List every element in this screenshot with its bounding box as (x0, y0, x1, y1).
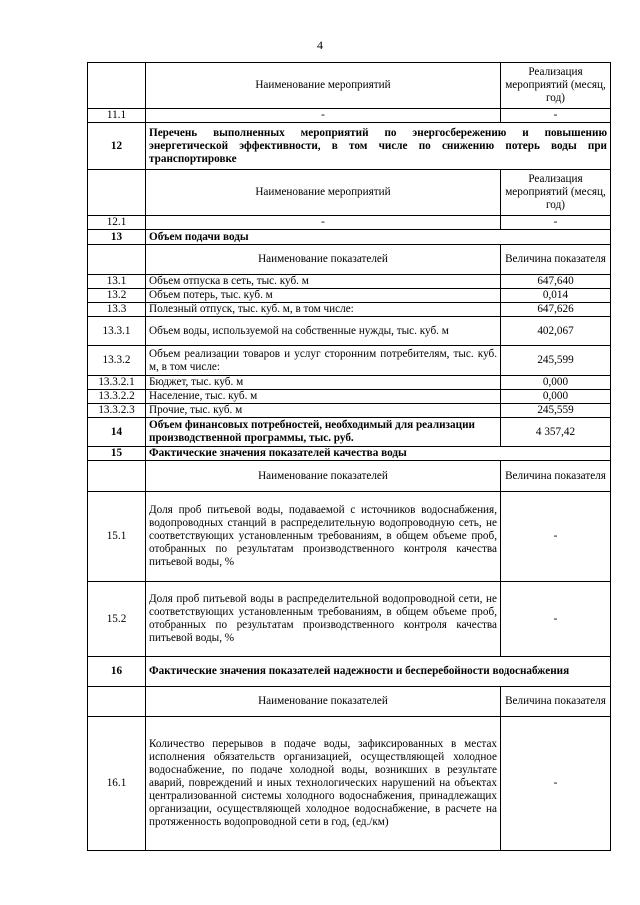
row-value: - (501, 216, 611, 230)
report-table (87, 62, 611, 851)
row-number: 13.3 (88, 303, 146, 317)
row-number: 12.1 (88, 216, 146, 230)
header-row-measures (88, 63, 611, 109)
row-value: 647,640 (501, 275, 611, 289)
section-row (88, 123, 611, 170)
row-text: Количество перерывов в подаче воды, зафиксированных в местах исполнения обязательств организацией, осуществляющей холодное водоснабжение, по подаче холодной воды, возникших в результате аварий, повреждений и иных технологических нарушений на объектах централизованной системы холодного водоснабжения, принадлежащих организации, осуществляющей холодное водоснабжение, в расчете на протяженность водопроводной сети в год, (ед./км) (146, 717, 501, 851)
table-row (88, 346, 611, 376)
row-text: Прочие, тыс. куб. м (146, 404, 501, 418)
row-number: 11.1 (88, 109, 146, 123)
section-number: 15 (88, 447, 146, 461)
row-text: Бюджет, тыс. куб. м (146, 376, 501, 390)
row-text: Доля проб питьевой воды, подаваемой с источников водоснабжения, водопроводных станций в распределительную водопроводную сеть, не соответствующих установленным требованиям, в общем объеме проб, отобранных по результатам производственного контроля качества питьевой воды, % (146, 492, 501, 582)
row-text: Полезный отпуск, тыс. куб. м, в том числе: (146, 303, 501, 317)
section-title: Объем подачи воды (146, 230, 611, 245)
section-title: Фактические значения показателей надежности и бесперебойности водоснабжения (146, 657, 611, 687)
row-value: - (501, 582, 611, 657)
row-text: Население, тыс. куб. м (146, 390, 501, 404)
table-row (88, 582, 611, 657)
header-indicator-value: Величина показателя (501, 687, 611, 717)
header-measure-impl: Реализация мероприятий (месяц, год) (501, 170, 611, 216)
header-measure-name: Наименование мероприятий (146, 170, 501, 216)
page-number: 4 (317, 38, 323, 52)
table-row (88, 717, 611, 851)
row-number: 15.1 (88, 492, 146, 582)
row-text: Объем потерь, тыс. куб. м (146, 289, 501, 303)
section-number: 14 (88, 418, 146, 447)
row-text: Объем отпуска в сеть, тыс. куб. м (146, 275, 501, 289)
section-number: 16 (88, 657, 146, 687)
header-measure-name: Наименование мероприятий (146, 63, 501, 109)
section-row (88, 657, 611, 687)
row-value: 647,626 (501, 303, 611, 317)
row-text: - (146, 109, 501, 123)
section-title: Перечень выполненных мероприятий по энергосбережению и повышению энергетической эффективности, в том числе по снижению потерь воды при транспортировке (146, 123, 611, 170)
row-number: 16.1 (88, 717, 146, 851)
row-text: - (146, 216, 501, 230)
header-row-indicators (88, 245, 611, 275)
table-row (88, 275, 611, 289)
header-empty-cell (88, 170, 146, 216)
section-value: 4 357,42 (501, 418, 611, 447)
row-value: 402,067 (501, 317, 611, 346)
row-value: - (501, 717, 611, 851)
section-row (88, 418, 611, 447)
row-value: 0,000 (501, 390, 611, 404)
row-number: 13.1 (88, 275, 146, 289)
header-indicator-name: Наименование показателей (146, 687, 501, 717)
row-value: 245,599 (501, 346, 611, 376)
header-indicator-name: Наименование показателей (146, 461, 501, 492)
table-row (88, 492, 611, 582)
row-value: 0,014 (501, 289, 611, 303)
header-row-indicators (88, 461, 611, 492)
table-row (88, 109, 611, 123)
row-number: 13.3.2.3 (88, 404, 146, 418)
row-number: 13.2 (88, 289, 146, 303)
row-text: Объем реализации товаров и услуг сторонним потребителям, тыс. куб. м, в том числе: (146, 346, 501, 376)
header-empty-cell (88, 687, 146, 717)
header-indicator-value: Величина показателя (501, 461, 611, 492)
table-row (88, 303, 611, 317)
table-row (88, 216, 611, 230)
header-indicator-name: Наименование показателей (146, 245, 501, 275)
table-row (88, 390, 611, 404)
header-measure-impl: Реализация мероприятий (месяц, год) (501, 63, 611, 109)
section-number: 13 (88, 230, 146, 245)
header-empty-cell (88, 245, 146, 275)
row-text: Объем воды, используемой на собственные нужды, тыс. куб. м (146, 317, 501, 346)
row-value: 0,000 (501, 376, 611, 390)
section-number: 12 (88, 123, 146, 170)
table-row (88, 289, 611, 303)
row-number: 13.3.2.2 (88, 390, 146, 404)
row-text: Доля проб питьевой воды в распределительной водопроводной сети, не соответствующих установленным требованиям, в общем объеме проб, отобранных по результатам производственного контроля качества питьевой воды, % (146, 582, 501, 657)
row-value: - (501, 109, 611, 123)
header-row-indicators (88, 687, 611, 717)
table-row (88, 317, 611, 346)
row-number: 13.3.2 (88, 346, 146, 376)
header-empty-cell (88, 461, 146, 492)
row-number: 13.3.1 (88, 317, 146, 346)
row-value: - (501, 492, 611, 582)
header-indicator-value: Величина показателя (501, 245, 611, 275)
section-title: Фактические значения показателей качества воды (146, 447, 611, 461)
section-title: Объем финансовых потребностей, необходимый для реализации производственной программы, тыс. руб. (146, 418, 501, 447)
section-row (88, 447, 611, 461)
table-row (88, 404, 611, 418)
section-row (88, 230, 611, 245)
row-number: 13.3.2.1 (88, 376, 146, 390)
table-row (88, 376, 611, 390)
header-row-measures (88, 170, 611, 216)
row-number: 15.2 (88, 582, 146, 657)
row-value: 245,559 (501, 404, 611, 418)
header-empty-cell (88, 63, 146, 109)
